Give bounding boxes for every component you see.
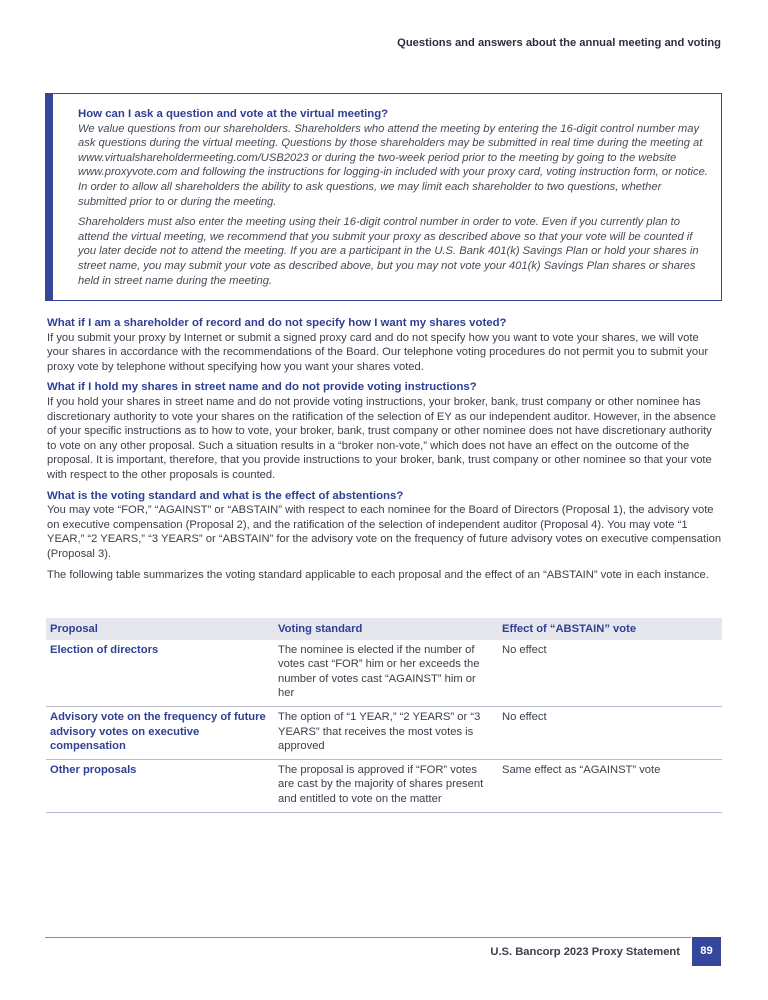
section-body: If you submit your proxy by Internet or submit a signed proxy card and do not specify how you want to vote your shares, we will vote your shares in accordance with the recommendations of the Board. Our telephone voting procedures do not permit you to submit your proxy vote by telephone without specifying how you want your shares voted.	[47, 331, 709, 373]
proposal-cell: Election of directors	[46, 640, 274, 707]
column-header: Voting standard	[274, 618, 498, 640]
column-header: Effect of “ABSTAIN” vote	[498, 618, 722, 640]
callout-paragraph: Shareholders must also enter the meeting using their 16-digit control number in order to vote. Even if you currently plan to attend the virtual meeting, we recommend that you submit your proxy as described above so that your vote will be counted if you later decide not to attend the meeting. If you are a participant in the U.S. Bank 401(k) Savings Plan or hold your shares in street name, you may submit your vote as described above, but you may not vote your 401(k) Savings Plan shares or shares held in street name during the meeting.	[78, 216, 699, 287]
table-header-row	[46, 618, 722, 640]
section-body: The following table summarizes the voting standard applicable to each proposal and the effect of an “ABSTAIN” vote in each instance.	[47, 568, 709, 581]
table-row	[46, 759, 722, 812]
column-header: Proposal	[46, 618, 274, 640]
section-heading: What is the voting standard and what is the effect of abstentions?	[47, 489, 404, 502]
callout-heading: How can I ask a question and vote at the virtual meeting?	[78, 108, 389, 120]
voting-standard-table	[46, 618, 722, 813]
footer-divider	[45, 937, 691, 938]
standard-cell: The option of “1 YEAR,” “2 YEARS” or “3 YEARS” that receives the most votes is approved	[274, 706, 498, 759]
effect-cell: Same effect as “AGAINST” vote	[498, 759, 722, 812]
proposal-cell: Other proposals	[46, 759, 274, 812]
callout-paragraph: We value questions from our shareholders. Shareholders who attend the meeting by entering the 16-digit control number may ask questions during the virtual meeting. Questions by those shareholders may be submitted in real time during the meeting at www.virtualshareholdermeeting.com/USB2023 or during the two-week period prior to the meeting by going to the website www.proxyvote.com and following the instructions for logging-in included with your proxy card, voting instruction form, or notice. In order to allow all shareholders the ability to ask questions, we may limit each shareholder to two questions, whether submitted prior to or during the meeting.	[78, 122, 708, 208]
footer-title: U.S. Bancorp 2023 Proxy Statement	[490, 946, 680, 958]
effect-cell: No effect	[498, 706, 722, 759]
page-number: 89	[692, 937, 721, 966]
standard-cell: The nominee is elected if the number of votes cast “FOR” him or her exceeds the number of votes cast “AGAINST” him or her	[274, 640, 498, 707]
section-heading: What if I hold my shares in street name and do not provide voting instructions?	[47, 381, 477, 394]
table-row	[46, 706, 722, 759]
effect-cell: No effect	[498, 640, 722, 707]
section-body: You may vote “FOR,” “AGAINST” or “ABSTAIN” with respect to each nominee for the Board of Directors (Proposal 1), the advisory vote on executive compensation (Proposal 2), and the ratification of the selection of independent auditor (Proposal 4). You may vote “1 YEAR,” “2 YEARS,” “3 YEARS” or “ABSTAIN” for the advisory vote on the frequency of future advisory votes on executive compensation (Proposal 3).	[47, 504, 722, 560]
section-heading: What if I am a shareholder of record and do not specify how I want my shares voted?	[47, 317, 507, 329]
callout-box	[45, 93, 722, 301]
running-header: Questions and answers about the annual meeting and voting	[397, 37, 721, 49]
table-row	[46, 640, 722, 707]
section-body: If you hold your shares in street name and do not provide voting instructions, your broker, bank, trust company or other nominee has discretionary authority to vote your shares on the ratification of the selection of EY as our independent auditor. However, in the absence of your specific instructions as to how to vote, your broker, bank, trust company or other nominee does not have discretionary authority to vote on any other proposal. Such a situation results in a “broker non-vote,” which does not have an effect on the outcome of the proposal. It is important, therefore, that you provide instructions to your broker, bank, trust company or other nominee so that your vote with respect to the other proposals is counted.	[47, 395, 716, 481]
proposal-cell: Advisory vote on the frequency of future advisory votes on executive compensation	[46, 706, 274, 759]
main-content	[47, 316, 723, 588]
standard-cell: The proposal is approved if “FOR” votes are cast by the majority of shares present and entitled to vote on the matter	[274, 759, 498, 812]
